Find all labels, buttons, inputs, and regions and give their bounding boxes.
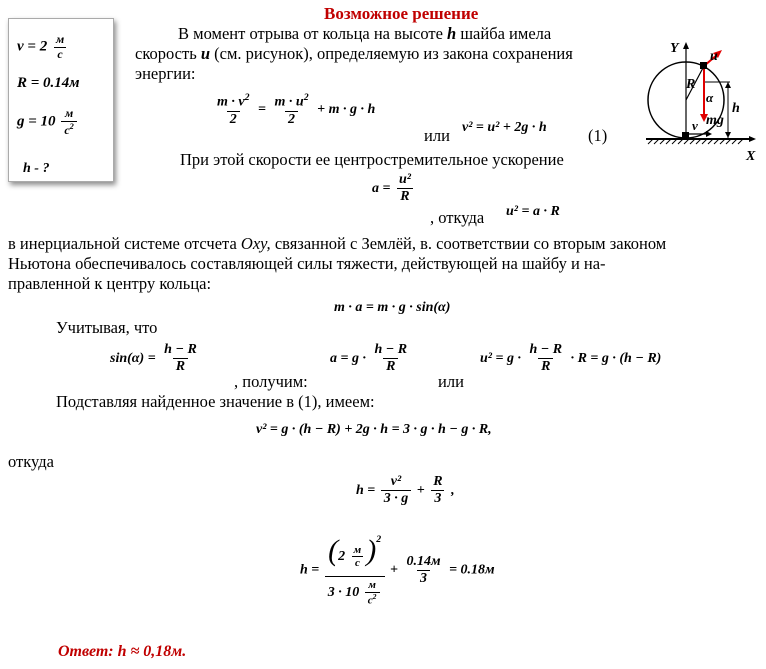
ili-2: или — [438, 372, 464, 391]
h-arrow-top-icon — [725, 82, 731, 88]
energy-equation: $\frac{m \cdot v^2}{2}$ = $\frac{m \cdot u^2}{2}$ + m · g · h — [217, 92, 376, 127]
h-calculation: h = (2 $\frac{м}{с}$ )$^2$ 3 · 10 $\frac{м}{с^2}$ + $\frac{0.14м}{3}$ = 0.18м — [300, 534, 495, 607]
paragraph-1-line-2: скорость u (см. рисунок), определяемую из закона сохранения — [135, 44, 573, 63]
v-arrow-head-icon — [706, 131, 712, 137]
given-v: v = 2 $\frac{м}{с}$ — [17, 32, 65, 61]
acceleration-equation: a = $\frac{\text{u²}}{R}$ — [372, 172, 411, 205]
paragraph-3-line-2: Ньютона обеспечивалось составляющей силы тяжести, действующей на шайбу и на- — [8, 254, 606, 273]
ring-figure — [640, 38, 764, 164]
a-substituted: a = g · $\frac{h - R}{R}$ — [330, 342, 408, 375]
start-puck — [682, 132, 689, 139]
poluchim: , получим: — [234, 372, 308, 391]
v-equation: v² = g · (h − R) + 2g · h = 3 · g · h − g · R, — [256, 422, 492, 437]
equation-number-1: (1) — [588, 126, 608, 145]
newton-equation: m · a = m · g · sin(α) — [334, 300, 451, 315]
given-box — [8, 18, 114, 182]
label-u: u — [710, 49, 718, 64]
label-R: R — [686, 77, 696, 92]
otkuda-2: откуда — [8, 452, 54, 471]
podstavlyaya: Подставляя найденное значение в (1), имеем: — [56, 392, 375, 411]
acceleration-alt: u² = a · R — [506, 204, 560, 219]
paragraph-1-line-1: В момент отрыва от кольца на высоте h шайба имела — [178, 24, 552, 43]
paragraph-2: При этой скорости ее центростремительное ускорение — [180, 150, 564, 169]
given-find: h - ? — [23, 161, 50, 176]
label-v: v — [692, 118, 698, 133]
paragraph-1-line-3: энергии: — [135, 64, 196, 83]
x-axis-arrow-icon — [749, 136, 756, 142]
answer: Ответ: h ≈ 0,18м. — [58, 643, 187, 660]
ili-1: или — [424, 126, 450, 145]
otkuda-1: , откуда — [430, 208, 485, 227]
h-formula: h = $\frac{\text{v²}}{3 \cdot g}$ + $\frac{R}{3}$ , — [356, 474, 455, 507]
paragraph-3-line-1: в инерциальной системе отсчета Oxy, связанной с Землёй, в. соответствии со вторым законом — [8, 234, 667, 253]
label-Y: Y — [670, 41, 679, 56]
label-alpha: α — [706, 90, 714, 105]
uchityvaya: Учитывая, что — [56, 318, 158, 337]
label-X: X — [746, 149, 756, 164]
label-mg: mg — [706, 113, 724, 128]
u-substituted: u² = g · $\frac{h - R}{R}$ · R = g · (h − R) — [480, 342, 662, 375]
h-arrow-bottom-icon — [725, 132, 731, 138]
solution-title: Возможное решение — [324, 4, 479, 23]
paragraph-3-line-3: правленной к центру кольца: — [8, 274, 212, 293]
label-h: h — [732, 101, 740, 116]
energy-alt-equation: v² = u² + 2g · h — [462, 120, 547, 135]
puck — [700, 62, 707, 69]
given-R: R = 0.14м — [17, 75, 80, 91]
given-g: g = 10 $\frac{м}{c^2}$ — [17, 107, 79, 138]
y-axis-arrow-icon — [683, 42, 689, 49]
sin-equation: sin(α) = $\frac{h - R}{R}$ — [110, 342, 197, 375]
